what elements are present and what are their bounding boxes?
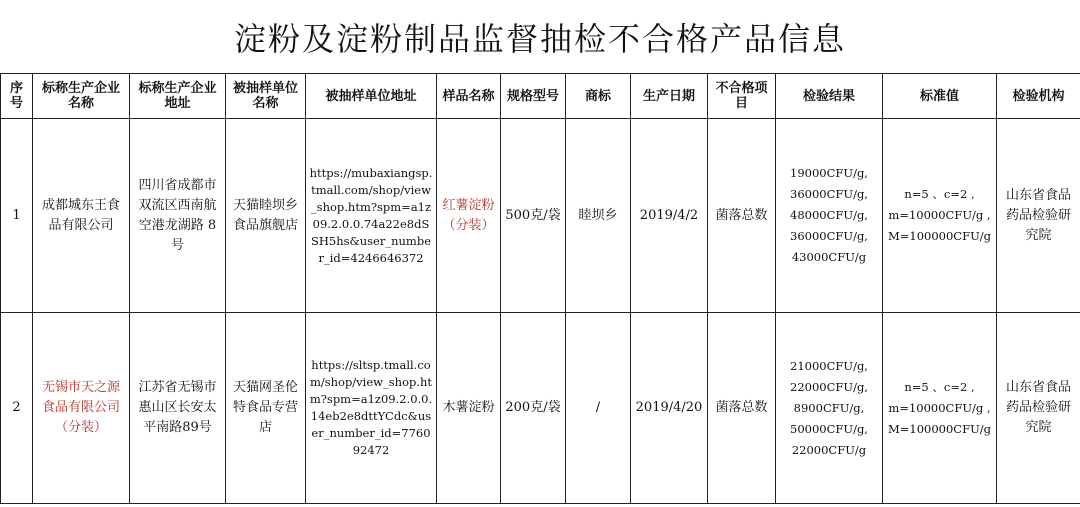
result-line: 48000CFU/g, xyxy=(790,208,868,222)
product-info-table xyxy=(0,73,1080,504)
cell-date: 2019/4/20 xyxy=(631,313,708,504)
result-line: 36000CFU/g, xyxy=(790,187,868,201)
table-row xyxy=(1,313,1080,504)
cell-seq: 2 xyxy=(1,313,33,504)
standard-line: M=100000CFU/g xyxy=(887,421,992,436)
cell-failed-item: 菌落总数 xyxy=(708,313,776,504)
header-failed-item: 不合格项目 xyxy=(708,74,776,119)
header-date: 生产日期 xyxy=(631,74,708,119)
cell-maker-name: 无锡市天之源食品有限公司（分装） xyxy=(33,313,130,504)
standard-line: m=10000CFU/g , xyxy=(888,400,991,415)
result-line: 50000CFU/g, xyxy=(790,421,868,436)
cell-sample-name: 红薯淀粉（分装） xyxy=(437,119,501,313)
header-maker-name: 标称生产企业名称 xyxy=(33,74,130,119)
standard-line: n=5 、c=2 , xyxy=(904,379,975,394)
header-standard: 标准值 xyxy=(883,74,997,119)
cell-result xyxy=(776,119,883,313)
cell-sampled-address: https://sltsp.tmall.com/shop/view_shop.htm?spm=a1z09.2.0.0.14eb2e8dttYCdc&user_number_id=776092472 xyxy=(306,313,437,504)
cell-spec: 200克/袋 xyxy=(501,313,566,504)
cell-agency: 山东省食品药品检验研究院 xyxy=(997,119,1080,313)
header-result: 检验结果 xyxy=(776,74,883,119)
cell-agency: 山东省食品药品检验研究院 xyxy=(997,313,1080,504)
cell-sampled-address: https://mubaxiangsp.tmall.com/shop/view_shop.htm?spm=a1z09.2.0.0.74a22e8dSSH5hs&user_number_id=4246646372 xyxy=(306,119,437,313)
cell-maker-address: 四川省成都市双流区西南航空港龙湖路 8 号 xyxy=(130,119,226,313)
cell-spec: 500克/袋 xyxy=(501,119,566,313)
header-maker-address: 标称生产企业地址 xyxy=(130,74,226,119)
cell-maker-address: 江苏省无锡市惠山区长安太平南路89号 xyxy=(130,313,226,504)
header-spec: 规格型号 xyxy=(501,74,566,119)
cell-failed-item: 菌落总数 xyxy=(708,119,776,313)
cell-brand: 睦坝乡 xyxy=(566,119,631,313)
title-row xyxy=(0,0,1080,74)
cell-sampled-name: 天猫网圣伦特食品专营店 xyxy=(226,313,306,504)
header-seq: 序号 xyxy=(1,74,33,119)
cell-seq: 1 xyxy=(1,119,33,313)
header-sampled-name: 被抽样单位名称 xyxy=(226,74,306,119)
result-line: 19000CFU/g, xyxy=(790,166,868,180)
cell-date: 2019/4/2 xyxy=(631,119,708,313)
header-brand: 商标 xyxy=(566,74,631,119)
standard-line: n=5 、c=2 , xyxy=(904,187,975,201)
header-agency: 检验机构 xyxy=(997,74,1080,119)
result-line: 8900CFU/g, xyxy=(793,400,865,415)
result-line: 43000CFU/g xyxy=(791,250,867,264)
standard-line: M=100000CFU/g xyxy=(887,229,992,243)
cell-brand: / xyxy=(566,313,631,504)
table-row xyxy=(1,119,1080,313)
page-title: 淀粉及淀粉制品监督抽检不合格产品信息 xyxy=(233,19,846,58)
cell-standard xyxy=(883,313,997,504)
header-sample: 样品名称 xyxy=(437,74,501,119)
cell-maker-name: 成都城东王食品有限公司 xyxy=(33,119,130,313)
result-line: 22000CFU/g, xyxy=(790,379,868,394)
result-line: 21000CFU/g, xyxy=(790,358,868,373)
standard-line: m=10000CFU/g , xyxy=(888,208,991,222)
cell-result xyxy=(776,313,883,504)
result-line: 36000CFU/g, xyxy=(790,229,868,243)
cell-sampled-name: 天猫睦坝乡食品旗舰店 xyxy=(226,119,306,313)
cell-standard xyxy=(883,119,997,313)
result-line: 22000CFU/g xyxy=(791,442,867,457)
header-sampled-address: 被抽样单位地址 xyxy=(306,74,437,119)
cell-sample-name: 木薯淀粉 xyxy=(437,313,501,504)
header-row xyxy=(1,74,1080,119)
